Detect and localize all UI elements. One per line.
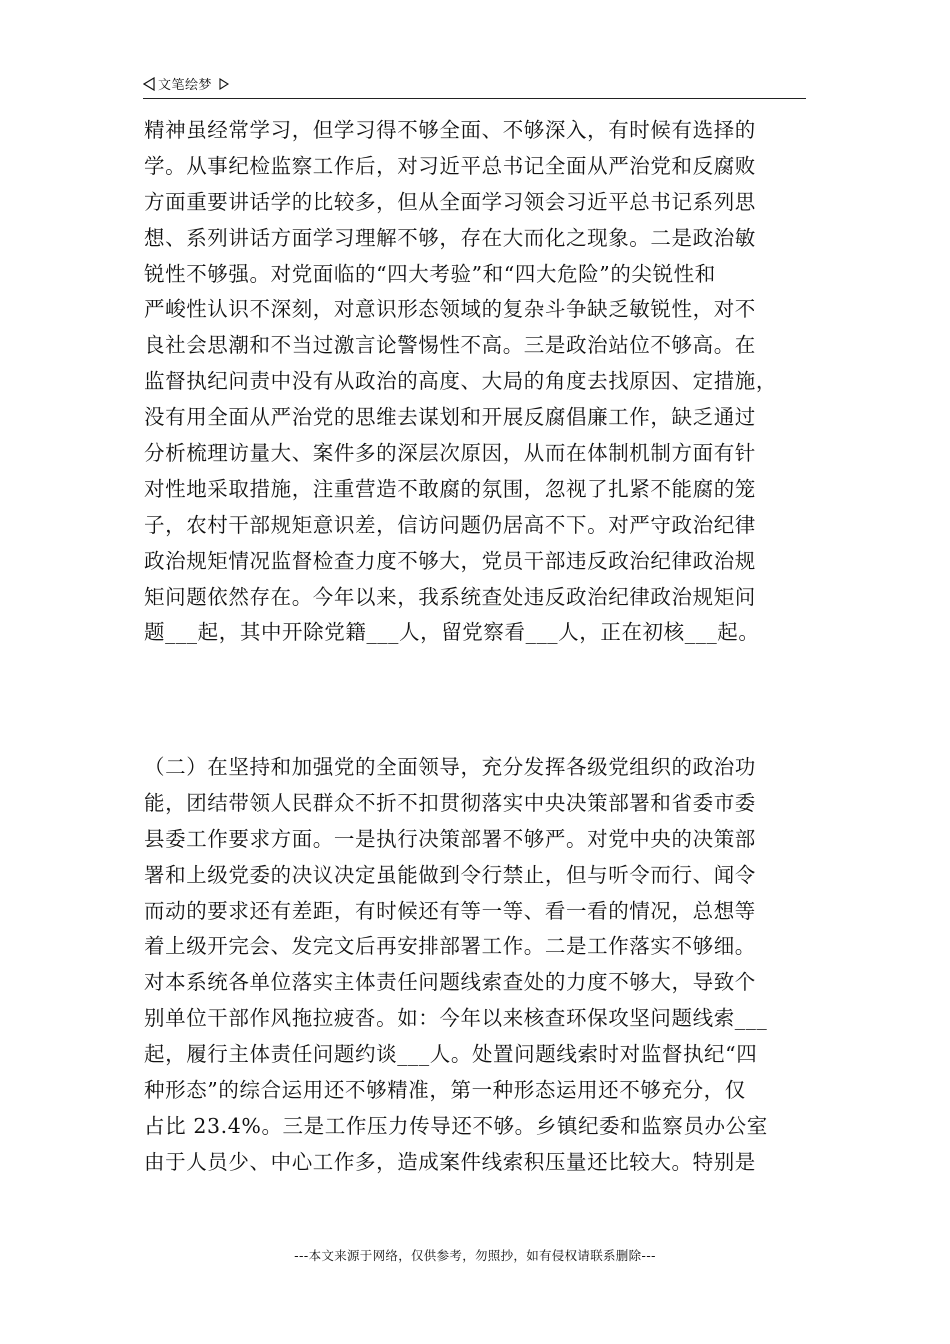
text-line: 起，履行主体责任问题约谈___人。处置问题线索时对监督执纪“四 bbox=[144, 1042, 758, 1067]
text-line: 子，农村干部规矩意识差，信访问题仍居高不下。对严守政治纪律 bbox=[144, 512, 756, 537]
text-line: 县委工作要求方面。一是执行决策部署不够严。对党中央的决策部 bbox=[144, 826, 756, 851]
text-line: （二）在坚持和加强党的全面领导，充分发挥各级党组织的政治功 bbox=[144, 755, 756, 779]
text-line: 想、系列讲话方面学习理解不够，存在大而化之现象。二是政治敏 bbox=[144, 225, 756, 250]
header-title: 文笔绘梦 bbox=[158, 78, 213, 93]
text-line: 分析梳理访量大、案件多的深层次原因，从而在体制机制方面有针 bbox=[144, 441, 756, 466]
text-line: 方面重要讲话学的比较多，但从全面学习领会习近平总书记系列思 bbox=[144, 189, 756, 214]
text-line: 监督执纪问责中没有从政治的高度、大局的角度去找原因、定措施， bbox=[144, 369, 777, 394]
text-line: 矩问题依然存在。今年以来，我系统查处违反政治纪律政治规矩问 bbox=[144, 584, 756, 609]
text-line: 对本系统各单位落实主体责任问题线索查处的力度不够大，导致个 bbox=[144, 970, 756, 995]
page-header bbox=[143, 72, 806, 99]
text-line: 着上级开完会、发完文后再安排部署工作。二是工作落实不够细。 bbox=[144, 934, 756, 959]
text-line: 题___起，其中开除党籍___人，留党察看___人，正在初核___起。 bbox=[144, 620, 760, 645]
triangle-right-outline-icon bbox=[218, 77, 230, 91]
header-brand bbox=[143, 74, 230, 93]
text-line: 学。从事纪检监察工作后，对习近平总书记全面从严治党和反腐败 bbox=[144, 153, 756, 178]
text-line: 别单位干部作风拖拉疲沓。如：今年以来核查环保攻坚问题线索___ bbox=[144, 1006, 768, 1031]
text-line: 精神虽经常学习，但学习得不够全面、不够深入，有时候有选择的 bbox=[144, 118, 756, 142]
text-line: 而动的要求还有差距，有时候还有等一等、看一看的情况，总想等 bbox=[144, 898, 756, 923]
triangle-left-outline-icon bbox=[143, 77, 155, 91]
text-line: 占比 23.4%。三是工作压力传导还不够。乡镇纪委和监察员办公室 bbox=[144, 1113, 768, 1138]
body-paragraph-2 bbox=[144, 750, 809, 1181]
text-line: 能，团结带领人民群众不折不扣贯彻落实中央决策部署和省委市委 bbox=[144, 790, 756, 815]
text-line: 种形态”的综合运用还不够精准，第一种形态运用还不够充分，仅 bbox=[144, 1078, 746, 1103]
page-footer: ---本文来源于网络，仅供参考，勿照抄，如有侵权请联系删除--- bbox=[294, 1248, 656, 1263]
text-line: 良社会思潮和不当过激言论警惕性不高。三是政治站位不够高。在 bbox=[144, 333, 756, 358]
body-paragraph-1 bbox=[144, 113, 809, 651]
text-line: 严峻性认识不深刻，对意识形态领域的复杂斗争缺乏敏锐性，对不 bbox=[144, 297, 756, 322]
text-line: 没有用全面从严治党的思维去谋划和开展反腐倡廉工作，缺乏通过 bbox=[144, 405, 756, 430]
text-line: 锐性不够强。对党面临的“四大考验”和“四大危险”的尖锐性和 bbox=[144, 261, 716, 286]
text-line: 署和上级党委的决议决定虽能做到令行禁止，但与听令而行、闻令 bbox=[144, 862, 756, 887]
text-line: 由于人员少、中心工作多，造成案件线索积压量还比较大。特别是 bbox=[144, 1149, 756, 1174]
text-line: 对性地采取措施，注重营造不敢腐的氛围，忽视了扎紧不能腐的笼 bbox=[144, 476, 756, 501]
text-line: 政治规矩情况监督检查力度不够大，党员干部违反政治纪律政治规 bbox=[144, 548, 756, 573]
